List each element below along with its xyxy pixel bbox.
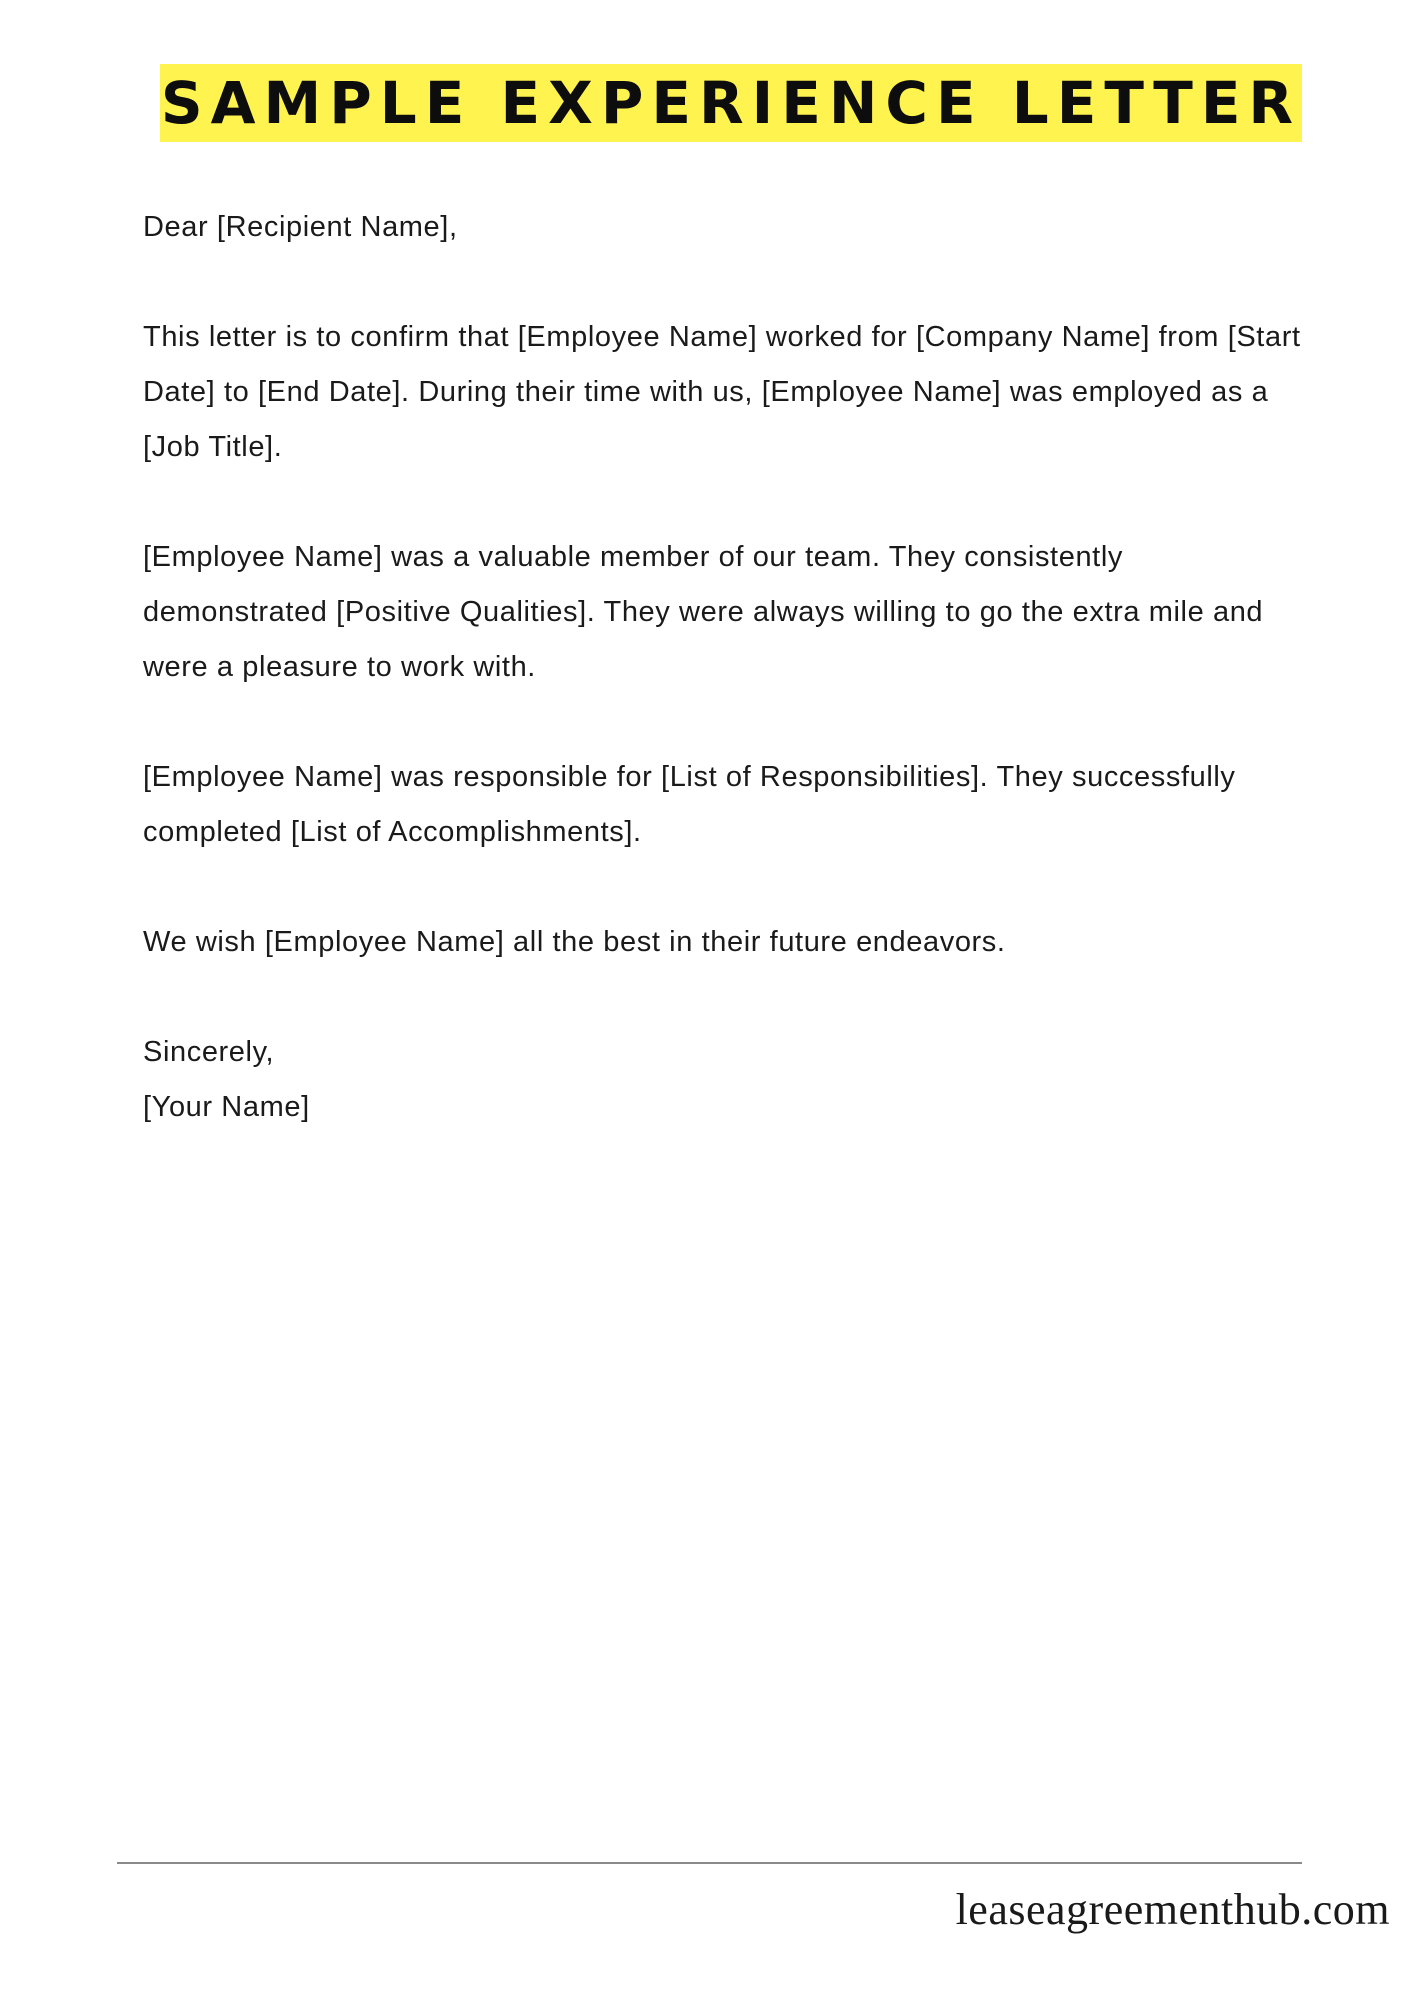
title-highlight: [160, 64, 1302, 142]
salutation: Dear [Recipient Name],: [143, 211, 458, 243]
paragraph-qualities: [Employee Name] was a valuable member of our team. They consistently demonstrated [Positive Qualities]. They were always willing to go the extra mile and were a pleasure to work with.: [143, 541, 1264, 683]
closing: Sincerely,: [143, 1036, 275, 1068]
paragraph-confirmation: This letter is to confirm that [Employee Name] worked for [Company Name] from [Start Date] to [End Date]. During their time with us, [Employee Name] was employed as a [Job Title].: [143, 321, 1301, 463]
letter-body: [143, 200, 1313, 1135]
paragraph-responsibilities: [Employee Name] was responsible for [List of Responsibilities]. They successfully completed [List of Accomplishments].: [143, 761, 1236, 848]
paragraph-wishes: We wish [Employee Name] all the best in their future endeavors.: [143, 926, 1006, 958]
footer-brand: leaseagreementhub.com: [955, 1885, 1390, 1934]
document-title: SAMPLE EXPERIENCE LETTER: [160, 69, 1302, 137]
footer-divider: [117, 1862, 1302, 1864]
signature-placeholder: [Your Name]: [143, 1091, 310, 1123]
